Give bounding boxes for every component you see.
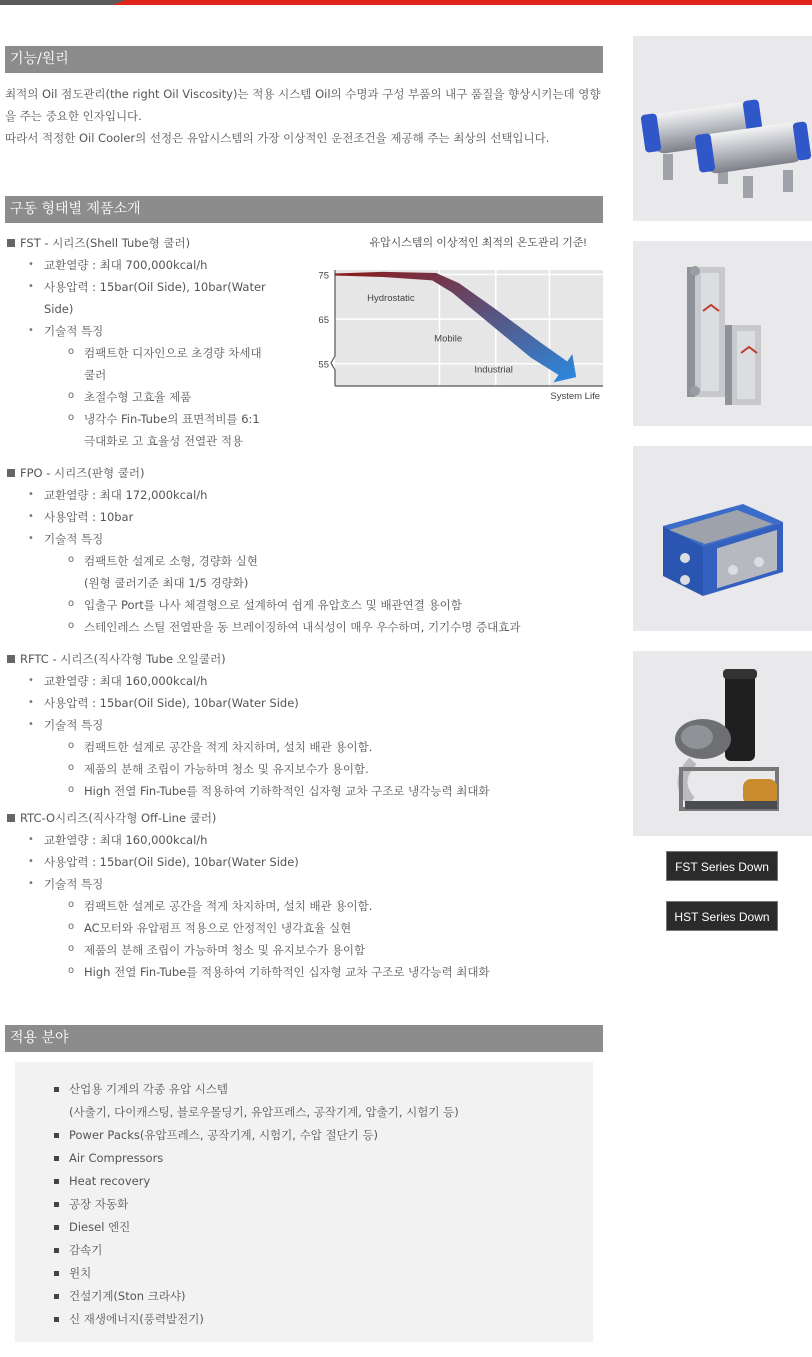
feature-item: o 컴팩트한 설계로 소형, 경량화 실현 (원형 쿨러기준 최대 1/5 경량화) xyxy=(5,550,595,594)
function-line: 따라서 적정한 Oil Cooler의 선정은 유압시스템의 가장 이상적인 운전조건을 제공해 주는 최상의 선택입니다. xyxy=(5,131,550,145)
product-rtc-o xyxy=(5,807,595,983)
y-tick-label: 75 xyxy=(318,270,329,282)
application-item: 신 재생에너지(풍력발전기) xyxy=(54,1308,459,1331)
product-name-line xyxy=(5,232,305,254)
product-name: RTC-O시리즈(직사각형 Off-Line 쿨러) xyxy=(20,811,217,825)
feature-item: o AC모터와 유압펌프 적용으로 안정적인 냉각효율 실현 xyxy=(5,917,595,939)
y-tick-label: 65 xyxy=(318,315,329,327)
spec-pressure: • 사용압력 : 15bar(Oil Side), 10bar(Water Side) xyxy=(5,851,595,873)
feature-item: o 냉각수 Fin-Tube의 표면적비를 6:1 극대화로 고 효율성 전열관 적용 xyxy=(5,408,305,452)
section-title-function: 기능/원리 xyxy=(5,46,603,73)
spec-feature-label: • 기술적 특징 xyxy=(5,873,595,895)
product-name-line xyxy=(5,462,595,484)
feature-item: o 스테인레스 스틸 전열판을 동 브레이징하여 내식성이 매우 우수하며, 기기수명 증대효과 xyxy=(5,616,595,638)
region-label: Industrial xyxy=(474,364,513,376)
product-fpo xyxy=(5,462,595,638)
applications-list xyxy=(54,1078,459,1331)
spec-pressure: • 사용압력 : 15bar(Oil Side), 10bar(Water Side) xyxy=(5,276,305,320)
temperature-chart xyxy=(310,232,610,407)
application-item: Power Packs(유압프레스, 공작기계, 시험기, 수압 절단기 등) xyxy=(54,1124,459,1147)
feature-item: o 컴팩트한 설계로 공간을 적게 차지하며, 설치 배관 용이함. xyxy=(5,736,595,758)
hst-series-download-button[interactable]: HST Series Down xyxy=(666,901,778,931)
application-item: 건설기계(Ston 크라샤) xyxy=(54,1285,459,1308)
y-axis-break-icon xyxy=(331,350,335,386)
product-rftc xyxy=(5,648,595,797)
square-bullet-icon xyxy=(7,239,15,247)
product-image-rectangular-tube-cooler xyxy=(633,446,812,631)
spec-feature-label: • 기술적 특징 xyxy=(5,320,305,342)
region-label: Hydrostatic xyxy=(367,293,415,305)
application-item: 산업용 기계의 각종 유압 시스템 (사출기, 다이캐스팅, 블로우몰딩기, 유압프레스, 공작기계, 압출기, 시험기 등) xyxy=(54,1078,459,1124)
spec-heat: • 교환열량 : 최대 160,000kcal/h xyxy=(5,829,595,851)
product-name: RFTC - 시리즈(직사각형 Tube 오일쿨러) xyxy=(20,652,226,666)
spec-feature-label: • 기술적 특징 xyxy=(5,714,595,736)
top-accent-bar xyxy=(0,0,812,5)
application-item: 공장 자동화 xyxy=(54,1193,459,1216)
feature-item: o 제품의 분해 조립이 가능하며 청소 및 유지보수가 용이함 xyxy=(5,939,595,961)
feature-item: o 초절수형 고효율 제품 xyxy=(5,386,305,408)
product-name: FST - 시리즈(Shell Tube형 쿨러) xyxy=(20,236,191,250)
chart-svg xyxy=(310,232,610,407)
y-tick-label: 55 xyxy=(318,359,329,371)
feature-item: o 컴팩트한 디자인으로 초경량 차세대 쿨러 xyxy=(5,342,305,386)
chart-title: 유압시스템의 이상적인 최적의 온도관리 기준! xyxy=(369,237,587,249)
application-item: 감속기 xyxy=(54,1239,459,1262)
region-label: Mobile xyxy=(434,333,463,345)
feature-item: o 제품의 분해 조립이 가능하며 청소 및 유지보수가 용이함. xyxy=(5,758,595,780)
function-line: 최적의 Oil 점도관리(the right Oil Viscosity)는 적용 시스템 Oil의 수명과 구성 부품의 내구 품질을 향상시키는데 영향 xyxy=(5,87,601,101)
section-title-products: 구동 형태별 제품소개 xyxy=(5,196,603,223)
feature-item: o High 전열 Fin-Tube를 적용하여 기하학적인 십자형 교차 구조로 냉각능력 최대화 xyxy=(5,961,595,983)
application-item: 윈치 xyxy=(54,1262,459,1285)
fst-series-download-button[interactable]: FST Series Down xyxy=(666,851,778,881)
product-name: FPO - 시리즈(판형 쿨러) xyxy=(20,466,145,480)
spec-heat: • 교환열량 : 최대 160,000kcal/h xyxy=(5,670,595,692)
application-item: Heat recovery xyxy=(54,1170,459,1193)
feature-item: o High 전열 Fin-Tube를 적용하여 기하학적인 십자형 교차 구조로 냉각능력 최대화 xyxy=(5,780,595,797)
spec-feature-label: • 기술적 특징 xyxy=(5,528,595,550)
product-image-plate-cooler xyxy=(633,241,812,426)
function-description xyxy=(5,83,603,149)
square-bullet-icon xyxy=(7,814,15,822)
section-title-applications: 적용 분야 xyxy=(5,1025,603,1052)
product-name-line xyxy=(5,648,595,670)
spec-heat: • 교환열량 : 최대 700,000kcal/h xyxy=(5,254,305,276)
application-item: Diesel 엔진 xyxy=(54,1216,459,1239)
feature-item: o 컴팩트한 설계로 공간을 적게 차지하며, 설치 배관 용이함. xyxy=(5,895,595,917)
square-bullet-icon xyxy=(7,469,15,477)
product-fst xyxy=(5,232,305,452)
product-image-offline-cooler xyxy=(633,651,812,836)
feature-item: o 입출구 Port를 나사 체결형으로 설계하여 쉽게 유압호스 및 배관연결 용이함 xyxy=(5,594,595,616)
function-line: 을 주는 중요한 인자입니다. xyxy=(5,109,142,123)
spec-pressure: • 사용압력 : 15bar(Oil Side), 10bar(Water Side) xyxy=(5,692,595,714)
square-bullet-icon xyxy=(7,655,15,663)
spec-heat: • 교환열량 : 최대 172,000kcal/h xyxy=(5,484,595,506)
product-image-shell-tube-cooler xyxy=(633,36,812,221)
spec-pressure: • 사용압력 : 10bar xyxy=(5,506,595,528)
x-axis-label: System Life xyxy=(550,391,600,402)
application-item: Air Compressors xyxy=(54,1147,459,1170)
product-name-line xyxy=(5,807,595,829)
